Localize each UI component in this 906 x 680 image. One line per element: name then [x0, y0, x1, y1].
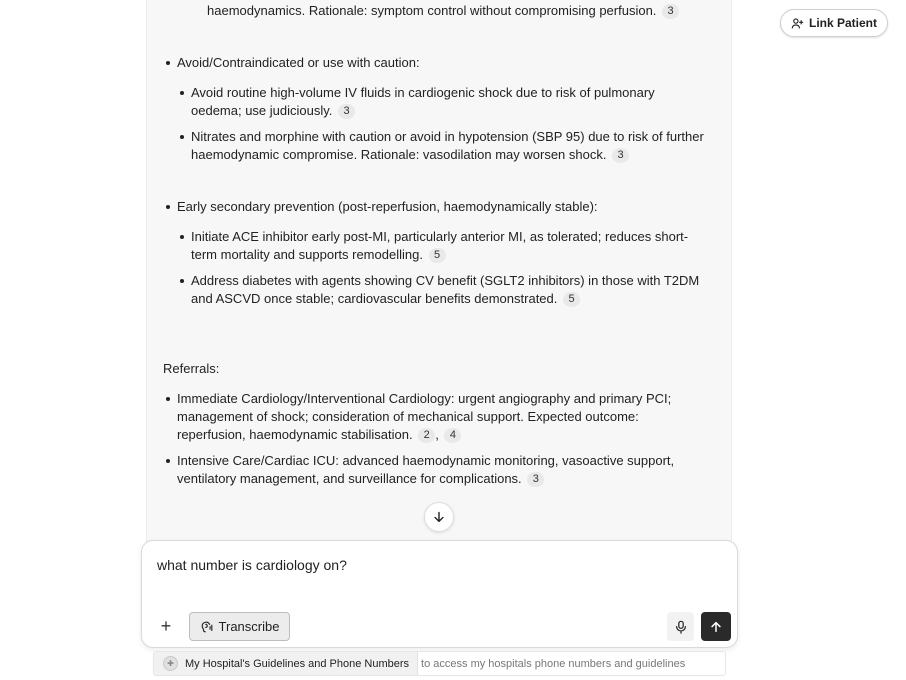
mic-icon: [674, 620, 688, 634]
list-item: Immediate Cardiology/Interventional Cardiology: urgent angiography and primary PCI; management of shock; consideration of mechanical support. Expected outcome: reperfusion, haemodynamic stabilisation. 2 , 4: [163, 390, 719, 444]
message-input[interactable]: what number is cardiology on?: [157, 557, 347, 573]
voice-icon: [200, 620, 214, 634]
list-item: Avoid routine high-volume IV fluids in cardiogenic shock due to risk of pulmonary oedema; use judiciously. 3: [177, 84, 719, 120]
response-panel[interactable]: [146, 0, 732, 548]
list-item: Nitrates and morphine with caution or avoid in hypotension (SBP 95) due to risk of further haemodynamic compromise. Rationale: vasodilation may worsen shock. 3: [177, 128, 719, 164]
truncated-line-rest: haemodynamics. Rationale: symptom control without compromising perfusion. 3: [207, 2, 719, 20]
arrow-up-icon: [709, 620, 723, 634]
resource-name: My Hospital's Guidelines and Phone Numbers: [185, 657, 410, 670]
citation-badge[interactable]: 2: [418, 428, 435, 443]
list-item: Initiate ACE inhibitor early post-MI, particularly anterior MI, as tolerated; reduces short-term mortality and supports remodelling. 5: [177, 228, 719, 264]
citation-badge[interactable]: 3: [338, 104, 355, 119]
response-content: [147, 0, 732, 488]
resource-bar[interactable]: [153, 651, 726, 676]
citation-badge[interactable]: 5: [429, 248, 446, 263]
link-patient-button[interactable]: [780, 9, 888, 37]
send-button[interactable]: [701, 612, 731, 641]
list-item: Address diabetes with agents showing CV benefit (SGLT2 inhibitors) in those with T2DM and ASCVD once stable; cardiovascular benefits demonstrated. 5: [177, 272, 719, 308]
section-avoid-title: Avoid/Contraindicated or use with caution:: [163, 54, 719, 72]
referrals-heading: Referrals:: [163, 361, 220, 376]
citation-badge[interactable]: 3: [612, 148, 629, 163]
transcribe-button[interactable]: [189, 612, 290, 641]
resource-description: to access my hospitals phone numbers and guidelines: [421, 657, 686, 670]
citation-badge[interactable]: 3: [662, 4, 679, 19]
list-item: Intensive Care/Cardiac ICU: advanced haemodynamic monitoring, vasoactive support, ventilatory management, and surveillance for complications. 3: [163, 452, 719, 488]
citation-badge[interactable]: 5: [563, 292, 580, 307]
section-prevention-title: Early secondary prevention (post-reperfusion, haemodynamically stable):: [163, 198, 719, 216]
citation-badge[interactable]: 3: [527, 472, 544, 487]
arrow-down-icon: [432, 510, 446, 524]
microphone-button[interactable]: [667, 612, 694, 641]
add-attachment-button[interactable]: +: [156, 616, 176, 636]
link-patient-label: Link Patient: [808, 16, 877, 30]
transcribe-label: Transcribe: [218, 619, 280, 634]
hospital-logo-icon: ✚: [163, 656, 178, 671]
citation-separator: ,: [435, 427, 439, 442]
resource-chip[interactable]: [154, 652, 418, 675]
citation-badge[interactable]: 4: [444, 428, 461, 443]
scroll-to-bottom-button[interactable]: [424, 502, 454, 532]
message-composer[interactable]: [141, 540, 738, 648]
user-plus-icon: [791, 17, 804, 30]
